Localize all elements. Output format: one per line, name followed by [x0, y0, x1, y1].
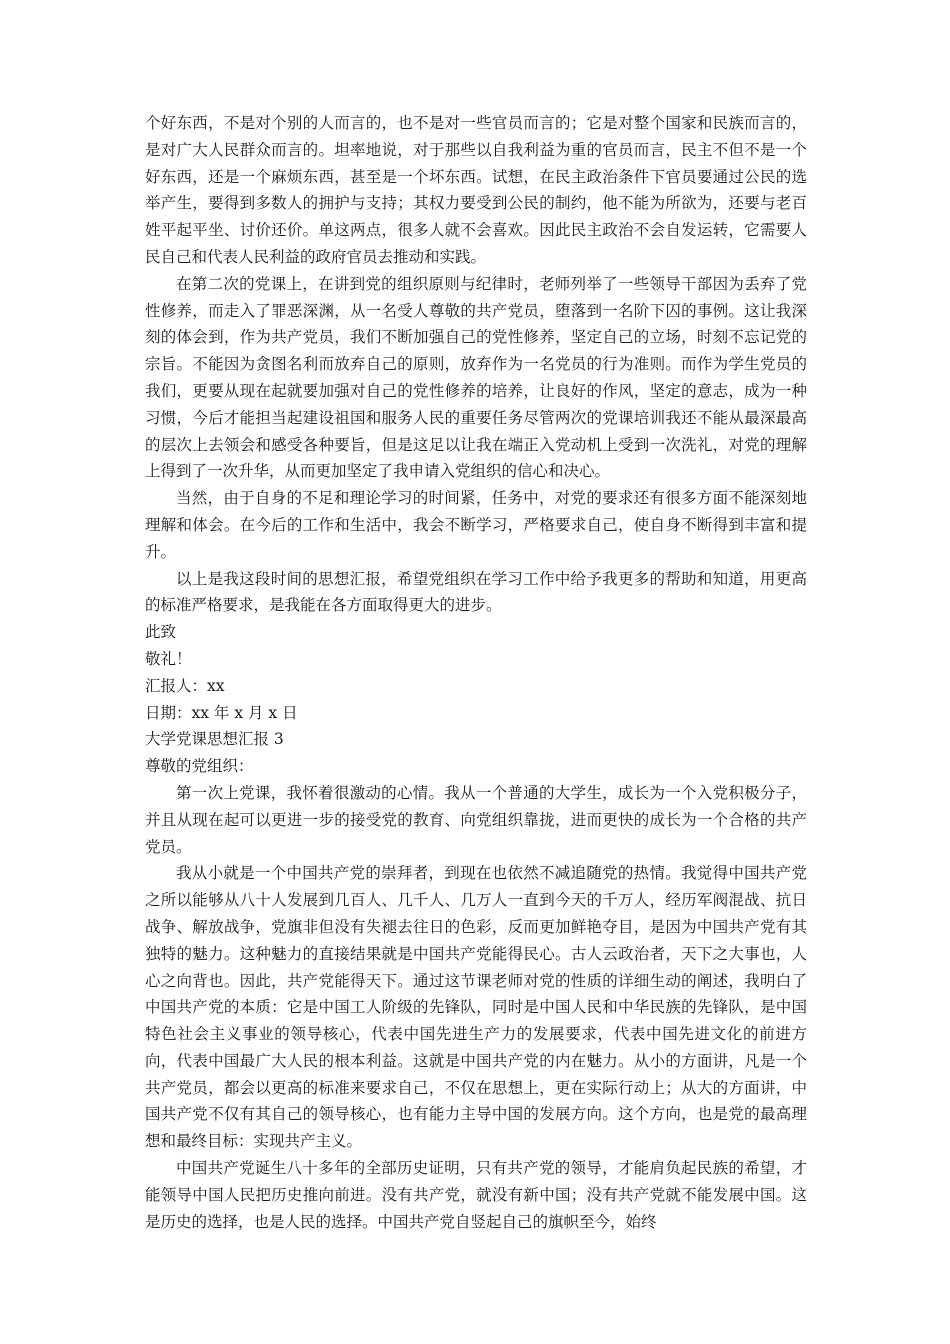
- date-line: 日期：xx 年 x 月 x 日: [145, 703, 298, 722]
- document-page: [145, 110, 807, 1235]
- reporter-line: 汇报人：xx: [145, 676, 225, 695]
- paragraph-2: 在第二次的党课上，在讲到党的组织原则与纪律时，老师列举了一些领导干部因为丢弃了党性修养，而走入了罪恶深渊，从一名受人尊敬的共产党员，堕落到一名阶下囚的事例。这让我深刻的体会到，作为共产党员，我们不断加强自己的党性修养，坚定自己的立场，时刻不忘记党的宗旨。不能因为贪图名利而放弃自己的原则，放弃作为一名党员的行为准则。而作为学生党员的我们，更要从现在起就要加强对自己的党性修养的培养，让良好的作风，坚定的意志，成为一种习惯，今后才能担当起建设祖国和服务人民的重要任务尽管两次的党课培训我还不能从最深最高的层次上去领会和感受各种要旨，但是这足以让我在端正入党动机上受到一次洗礼，对党的理解上得到了一次升华，从而更加坚定了我申请入党组织的信心和决心。: [145, 274, 807, 481]
- salutation: 尊敬的党组织：: [145, 757, 254, 776]
- paragraph-3: 当然，由于自身的不足和理论学习的时间紧，任务中，对党的要求还有很多方面不能深刻地理解和体会。在今后的工作和生活中，我会不断学习，严格要求自己，使自身不断得到丰富和提升。: [145, 489, 807, 561]
- closing-line-2: 敬礼！: [145, 649, 192, 668]
- paragraph-6: 我从小就是一个中国共产党的崇拜者，到现在也依然不减追随党的热情。我觉得中国共产党之所以能够从八十人发展到几百人、几千人、几万人一直到今天的千万人，经历军阀混战、抗日战争、解放战争，党旗非但没有失褪去往日的色彩，反而更加鲜艳夺目，是因为中国共产党有其独特的魅力。这种魅力的直接结果就是中国共产党能得民心。古人云政治者，天下之大事也，人心之向背也。因此，共产党能得天下。通过这节课老师对党的性质的详细生动的阐述，我明白了中国共产党的本质：它是中国工人阶级的先锋队，同时是中国人民和中华民族的先锋队，是中国特色社会主义事业的领导核心，代表中国先进生产力的发展要求，代表中国先进文化的前进方向，代表中国最广大人民的根本利益。这就是中国共产党的内在魅力。从小的方面讲，凡是一个共产党员，都会以更高的标准来要求自己，不仅在思想上，更在实际行动上；从大的方面讲，中国共产党不仅有其自己的领导核心，也有能力主导中国的发展方向。这个方向，也是党的最高理想和最终目标：实现共产主义。: [145, 864, 807, 1151]
- paragraph-1: 个好东西，不是对个别的人而言的，也不是对一些官员而言的；它是对整个国家和民族而言的，是对广大人民群众而言的。坦率地说，对于那些以自我利益为重的官员而言，民主不但不是一个好东西，还是一个麻烦东西，甚至是一个坏东西。试想，在民主政治条件下官员要通过公民的选举产生，要得到多数人的拥护与支持；其权力要受到公民的制约，他不能为所欲为，还要与老百姓平起平坐、讨价还价。单这两点，很多人就不会喜欢。因此民主政治不会自发运转，它需要人民自己和代表人民利益的政府官员去推动和实践。: [145, 114, 807, 266]
- paragraph-4: 以上是我这段时间的思想汇报，希望党组织在学习工作中给予我更多的帮助和知道，用更高的标准严格要求，是我能在各方面取得更大的进步。: [145, 569, 807, 615]
- section-title: 大学党课思想汇报 3: [145, 730, 284, 749]
- paragraph-7: 中国共产党诞生八十多年的全部历史证明，只有共产党的领导，才能肩负起民族的希望，才能领导中国人民把历史推向前进。没有共产党，就没有新中国；没有共产党就不能发展中国。这是历史的选择，也是人民的选择。中国共产党自竖起自己的旗帜至今，始终: [145, 1159, 807, 1231]
- paragraph-5: 第一次上党课，我怀着很激动的心情。我从一个普通的大学生，成长为一个入党积极分子，并且从现在起可以更进一步的接受党的教育、向党组织靠拢，进而更快的成长为一个合格的共产党员。: [145, 783, 807, 856]
- closing-line-1: 此致: [145, 623, 177, 642]
